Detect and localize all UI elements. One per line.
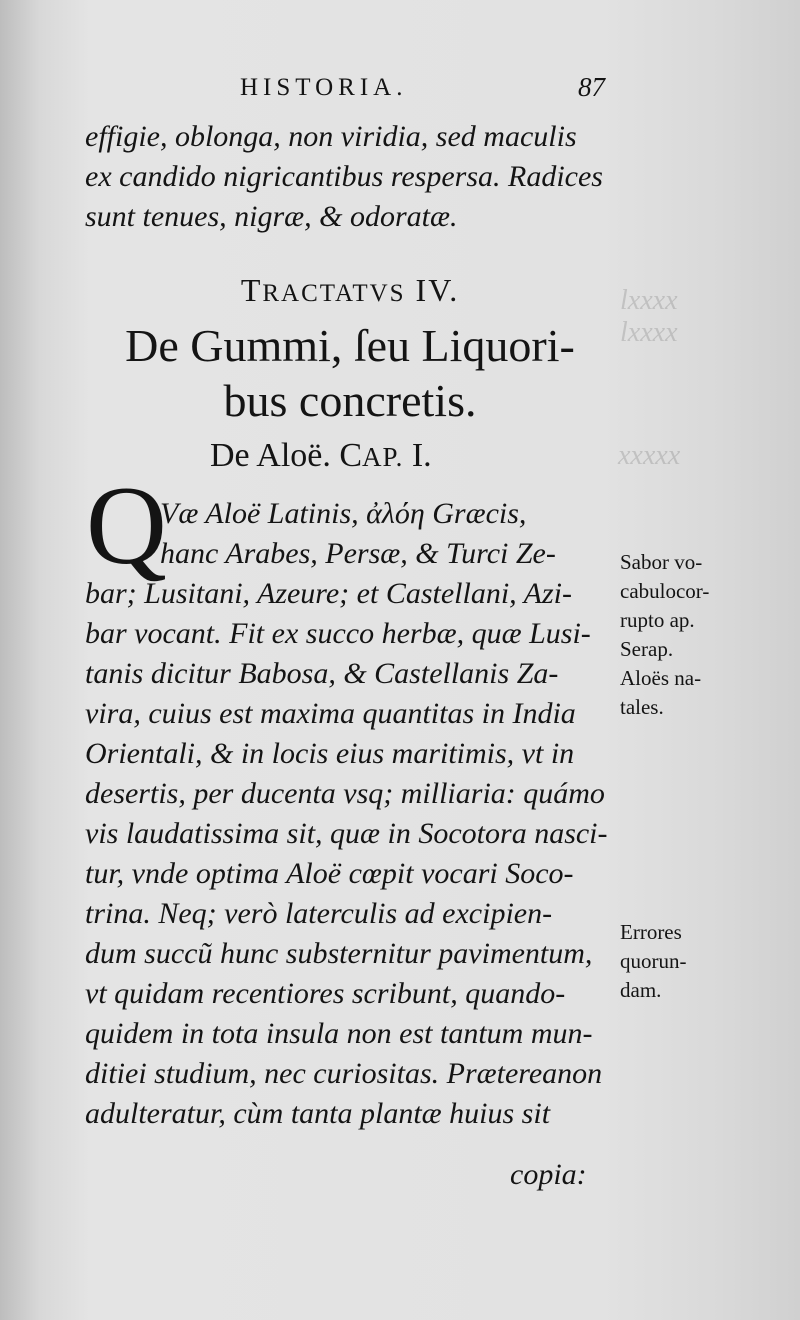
text-line: quidem in tota insula non est tantum mun- [85, 1017, 593, 1050]
title-line: De Gummi, ſeu Liquori- [125, 320, 575, 371]
main-paragraph [85, 494, 625, 1134]
running-head: HISTORIA. [240, 74, 408, 101]
tractatus-number: IV. [415, 272, 460, 308]
text-line: hanc Arabes, Persæ, & Turci Ze- [160, 537, 556, 570]
margin-line: rupto ap. [620, 608, 695, 632]
text-line: Væ Aloë Latinis, ἀλόη Græcis, [160, 497, 527, 530]
page-header [0, 72, 800, 112]
text-line: ex candido nigricantibus respersa. Radices [85, 160, 603, 193]
cap-initial: C [339, 437, 363, 474]
text-line: tanis dicitur Babosa, & Castellanis Za- [85, 657, 559, 690]
text-line: bar; Lusitani, Azeure; et Castellani, Azi- [85, 577, 572, 610]
text-line: bar vocant. Fit ex succo herbæ, quæ Lusi- [85, 617, 591, 650]
text-line: sunt tenues, nigræ, & odoratæ. [85, 200, 458, 233]
margin-line: cabulocor- [620, 579, 710, 603]
chapter-number: I. [411, 437, 432, 474]
page-number: 87 [578, 72, 605, 102]
margin-line: Serap. [620, 637, 674, 661]
bleed-through-text: xxxxx [618, 440, 681, 471]
text-line: ditiei studium, nec curiositas. Prætereanon [85, 1057, 603, 1090]
cap-smallcaps: AP. [362, 442, 404, 472]
text-line: adulteratur, cùm tanta plantæ huius sit [85, 1097, 551, 1130]
text-line: desertis, per ducenta vsq; milliaria: quámo [85, 777, 605, 810]
margin-note [620, 918, 790, 1005]
tractatus-heading [0, 272, 700, 309]
margin-line: Sabor vo- [620, 550, 703, 574]
margin-note [620, 548, 790, 722]
text-line: vt quidam recentiores scribunt, quando- [85, 977, 566, 1010]
text-line: dum succũ hunc substernitur pavimentum, [85, 937, 593, 970]
text-line: vira, cuius est maxima quantitas in India [85, 697, 576, 730]
text-line: trina. Neq; verò laterculis ad excipien- [85, 897, 553, 930]
catchword: copia: [510, 1158, 587, 1191]
tractatus-initial: T [240, 272, 263, 308]
text-line: tur, vnde optima Aloë cœpit vocari Soco- [85, 857, 574, 890]
section-title [100, 318, 600, 428]
margin-line: Aloës na- [620, 666, 702, 690]
margin-line: quorun- [620, 949, 687, 973]
text-line: Orientali, & in locis eius maritimis, vt in [85, 737, 575, 770]
margin-line: tales. [620, 695, 664, 719]
title-line: bus concretis. [223, 375, 477, 426]
margin-line: Errores [620, 920, 682, 944]
chapter-name: De Aloë. [210, 437, 331, 474]
continued-text [85, 117, 615, 237]
drop-cap: Q [86, 464, 167, 588]
margin-line: dam. [620, 978, 662, 1002]
bleed-through-text: lxxxx lxxxx [620, 285, 678, 348]
text-line: vis laudatissima sit, quæ in Socotora nasci- [85, 817, 608, 850]
tractatus-smallcaps: RACTATVS [262, 280, 406, 307]
chapter-heading [210, 437, 432, 475]
text-line: effigie, oblonga, non viridia, sed maculis [85, 120, 577, 153]
